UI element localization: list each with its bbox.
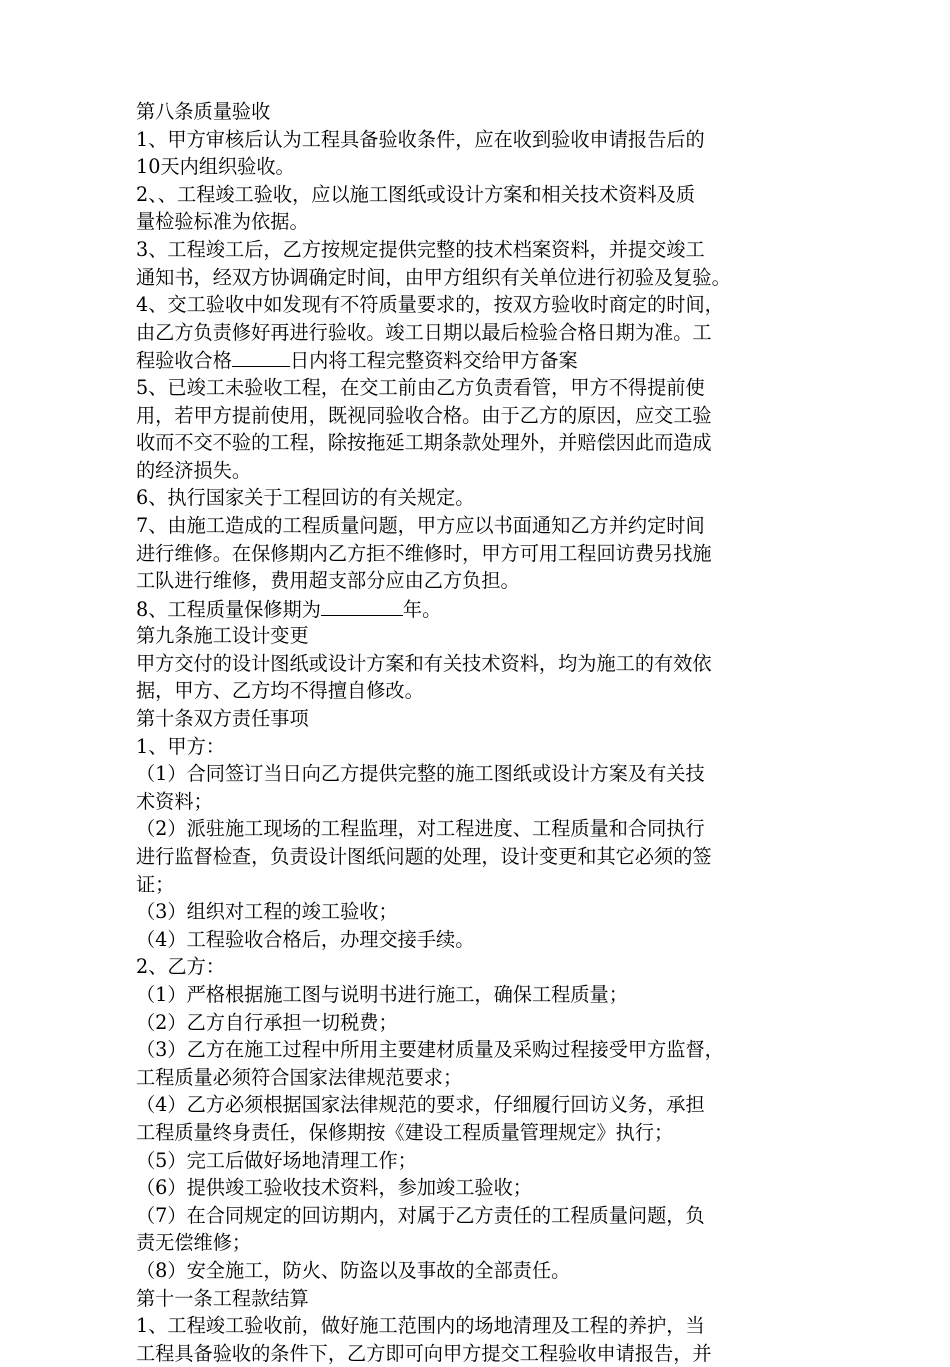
text-line: 3、工程竣工后，乙方按规定提供完整的技术档案资料，并提交竣工	[136, 237, 705, 261]
text-segment: 年。	[402, 597, 442, 621]
text-line: （5）完工后做好场地清理工作；	[136, 1148, 417, 1172]
text-line: 据，甲方、乙方均不得擅自修改。	[136, 679, 424, 703]
text-line: 工程质量终身责任，保修期按《建设工程质量管理规定》执行；	[136, 1120, 674, 1144]
text-line: 5、已竣工未验收工程，在交工前由乙方负责看管，甲方不得提前使	[136, 375, 705, 399]
text-line: 通知书，经双方协调确定时间，由甲方组织有关单位进行初验及复验。	[136, 265, 731, 289]
text-line: 4、交工验收中如发现有不符质量要求的，按双方验收时商定的时间，	[136, 293, 724, 317]
text-line: 2、、工程竣工验收，应以施工图纸或设计方案和相关技术资料及质	[136, 182, 696, 206]
text-line: 收而不交不验的工程，除按拖延工期条款处理外，并赔偿因此而造成	[136, 431, 712, 455]
fill-in-blank	[321, 595, 403, 616]
text-line: 工队进行维修，费用超支部分应由乙方负担。	[136, 569, 520, 593]
text-segment: 日内将工程完整资料交给甲方备案	[289, 349, 578, 373]
text-line: （4）工程验收合格后，办理交接手续。	[136, 927, 475, 951]
text-line: （7）在合同规定的回访期内，对属于乙方责任的工程质量问题，负	[136, 1203, 705, 1227]
text-line: 进行监督检查，负责设计图纸问题的处理，设计变更和其它必须的签	[136, 845, 712, 869]
text-line: 量检验标准为依据。	[136, 210, 309, 234]
text-segment: 8、工程质量保修期为	[136, 597, 321, 621]
text-line: （4）乙方必须根据国家法律规范的要求，仔细履行回访义务，承担	[136, 1093, 705, 1117]
text-line: 6、执行国家关于工程回访的有关规定。	[136, 486, 475, 510]
text-line: （2）乙方自行承担一切税费；	[136, 1010, 398, 1034]
text-line: （1）合同签订当日向乙方提供完整的施工图纸或设计方案及有关技	[136, 762, 705, 786]
contract-page	[136, 98, 816, 1367]
text-line: 7、由施工造成的工程质量问题，甲方应以书面通知乙方并约定时间	[136, 513, 705, 537]
text-line: 的经济损失。	[136, 458, 252, 482]
text-line: （2）派驻施工现场的工程监理，对工程进度、工程质量和合同执行	[136, 817, 705, 841]
text-line: （3）乙方在施工过程中所用主要建材质量及采购过程接受甲方监督，	[136, 1038, 724, 1062]
text-line-with-blank	[136, 346, 816, 374]
text-line: 工程质量必须符合国家法律规范要求；	[136, 1065, 463, 1089]
text-line: 术资料；	[136, 789, 213, 813]
text-line: 进行维修。在保修期内乙方拒不维修时，甲方可用工程回访费另找施	[136, 541, 712, 565]
text-line: （6）提供竣工验收技术资料，参加竣工验收；	[136, 1176, 532, 1200]
text-line: 第十条双方责任事项	[136, 707, 309, 731]
text-line: （8）安全施工，防火、防盗以及事故的全部责任。	[136, 1258, 571, 1282]
fill-in-blank	[232, 346, 290, 367]
text-line: 由乙方负责修好再进行验收。竣工日期以最后检验合格日期为准。工	[136, 320, 712, 344]
text-line: 第八条质量验收	[136, 100, 271, 123]
text-line: 用，若甲方提前使用，既视同验收合格。由于乙方的原因，应交工验	[136, 403, 712, 427]
text-line: 证；	[136, 872, 175, 896]
text-segment: 程验收合格	[136, 349, 232, 373]
text-line: 2、乙方：	[136, 955, 225, 979]
text-line: 第九条施工设计变更	[136, 624, 309, 648]
text-line: 第十一条工程款结算	[136, 1286, 309, 1310]
text-line: 1、工程竣工验收前，做好施工范围内的场地清理及工程的养护，当	[136, 1314, 705, 1338]
text-line-with-blank	[136, 595, 816, 623]
text-line: 1、甲方：	[136, 734, 225, 758]
text-line: （3）组织对工程的竣工验收；	[136, 900, 398, 924]
text-line: 工程具备验收的条件下，乙方即可向甲方提交工程验收申请报告，并	[136, 1341, 712, 1365]
text-line: （1）严格根据施工图与说明书进行施工，确保工程质量；	[136, 983, 628, 1006]
text-line: 10天内组织验收。	[136, 155, 295, 179]
text-line: 1、甲方审核后认为工程具备验收条件，应在收到验收申请报告后的	[136, 127, 705, 151]
text-line: 甲方交付的设计图纸或设计方案和有关技术资料，均为施工的有效依	[136, 651, 712, 675]
text-line: 责无偿维修；	[136, 1231, 252, 1255]
